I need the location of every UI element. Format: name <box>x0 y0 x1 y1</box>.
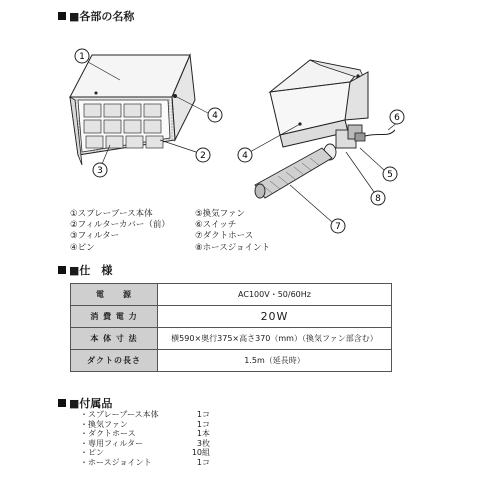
callout-4-left <box>208 108 222 122</box>
callout-3 <box>93 163 107 177</box>
accessory-item <box>80 410 210 420</box>
spec-section-title-text: ■仕 様 <box>69 264 113 277</box>
accessory-item <box>80 429 210 439</box>
spec-section-title <box>58 262 112 278</box>
callout-4-right <box>238 148 252 162</box>
accessory-item <box>80 448 210 458</box>
spec-table <box>70 283 392 372</box>
spec-label: 消 費 電 力 <box>71 306 158 328</box>
accessory-item <box>80 420 210 430</box>
spec-label: 本 体 寸 法 <box>71 328 158 350</box>
callout-1-label: 1 <box>79 52 85 62</box>
accessory-name: ・ホースジョイント <box>80 457 152 467</box>
parts-list-right <box>195 209 270 254</box>
accessories-section-title <box>58 395 112 411</box>
callout-2-label: 2 <box>200 151 206 161</box>
spec-value: 20W <box>158 306 392 328</box>
callout-7-label: 7 <box>335 222 341 232</box>
parts-item: ⑧ホースジョイント <box>195 242 271 253</box>
spec-value: 1.5m（延長時） <box>158 350 392 372</box>
callout-5 <box>383 167 397 181</box>
bullet-square-icon <box>58 266 66 274</box>
parts-item: ⑦ダクトホース <box>195 231 254 242</box>
accessory-name: ・ダクトホース <box>80 429 136 439</box>
accessory-name: ・スプレーブース本体 <box>80 410 159 419</box>
parts-item: ②フィルターカバー（前） <box>70 220 170 231</box>
parts-item: ①スプレーブース本体 <box>70 209 153 219</box>
callout-4-left-label: 4 <box>212 111 218 121</box>
spec-label: ダクトの長さ <box>71 350 158 372</box>
callout-5-label: 5 <box>387 170 393 180</box>
parts-list-left <box>70 209 170 254</box>
accessory-qty: 10組 <box>191 448 210 458</box>
spec-value: AC100V・50/60Hz <box>158 284 392 306</box>
accessories-list <box>80 410 210 468</box>
callout-1 <box>75 49 89 63</box>
parts-item: ⑤換気ファン <box>195 209 245 219</box>
parts-item: ③フィルター <box>70 231 120 242</box>
spec-value: 横590×奥行375×高さ370（mm）（換気ファン部含む） <box>158 328 392 350</box>
accessory-qty: 3枚 <box>196 438 210 448</box>
callout-4-right-label: 4 <box>242 151 248 161</box>
callout-7 <box>331 219 345 233</box>
callout-6-label: 6 <box>394 113 400 123</box>
accessories-section-title-text: ■付属品 <box>69 397 113 410</box>
parts-item: ⑥スイッチ <box>195 220 237 231</box>
spec-row-dimensions <box>71 328 392 350</box>
accessory-qty: 1コ <box>196 419 210 429</box>
spec-row-power <box>71 284 392 306</box>
callout-8-label: 8 <box>375 194 381 204</box>
accessory-qty: 1本 <box>196 429 210 439</box>
parts-section-title-text: ■各部の名称 <box>69 10 135 23</box>
callout-2 <box>196 148 210 162</box>
accessory-item <box>80 439 210 449</box>
accessory-name: ・換気ファン <box>80 419 128 429</box>
accessory-qty: 1コ <box>196 457 210 467</box>
spec-row-duct-length <box>71 350 392 372</box>
accessory-name: ・ピン <box>80 448 104 458</box>
duct-hose-drawing <box>255 148 332 198</box>
callout-3-label: 3 <box>97 166 103 176</box>
spec-label: 電 源 <box>71 284 158 306</box>
callout-6 <box>390 110 404 124</box>
spray-booth-front-drawing <box>70 55 195 165</box>
spec-row-consumption <box>71 306 392 328</box>
callout-8 <box>371 191 385 205</box>
accessory-item <box>80 458 210 468</box>
accessory-qty: 1コ <box>196 410 210 419</box>
accessory-name: ・専用フィルター <box>80 438 144 448</box>
parts-item: ④ピン <box>70 242 95 253</box>
bullet-square-icon <box>58 399 66 407</box>
